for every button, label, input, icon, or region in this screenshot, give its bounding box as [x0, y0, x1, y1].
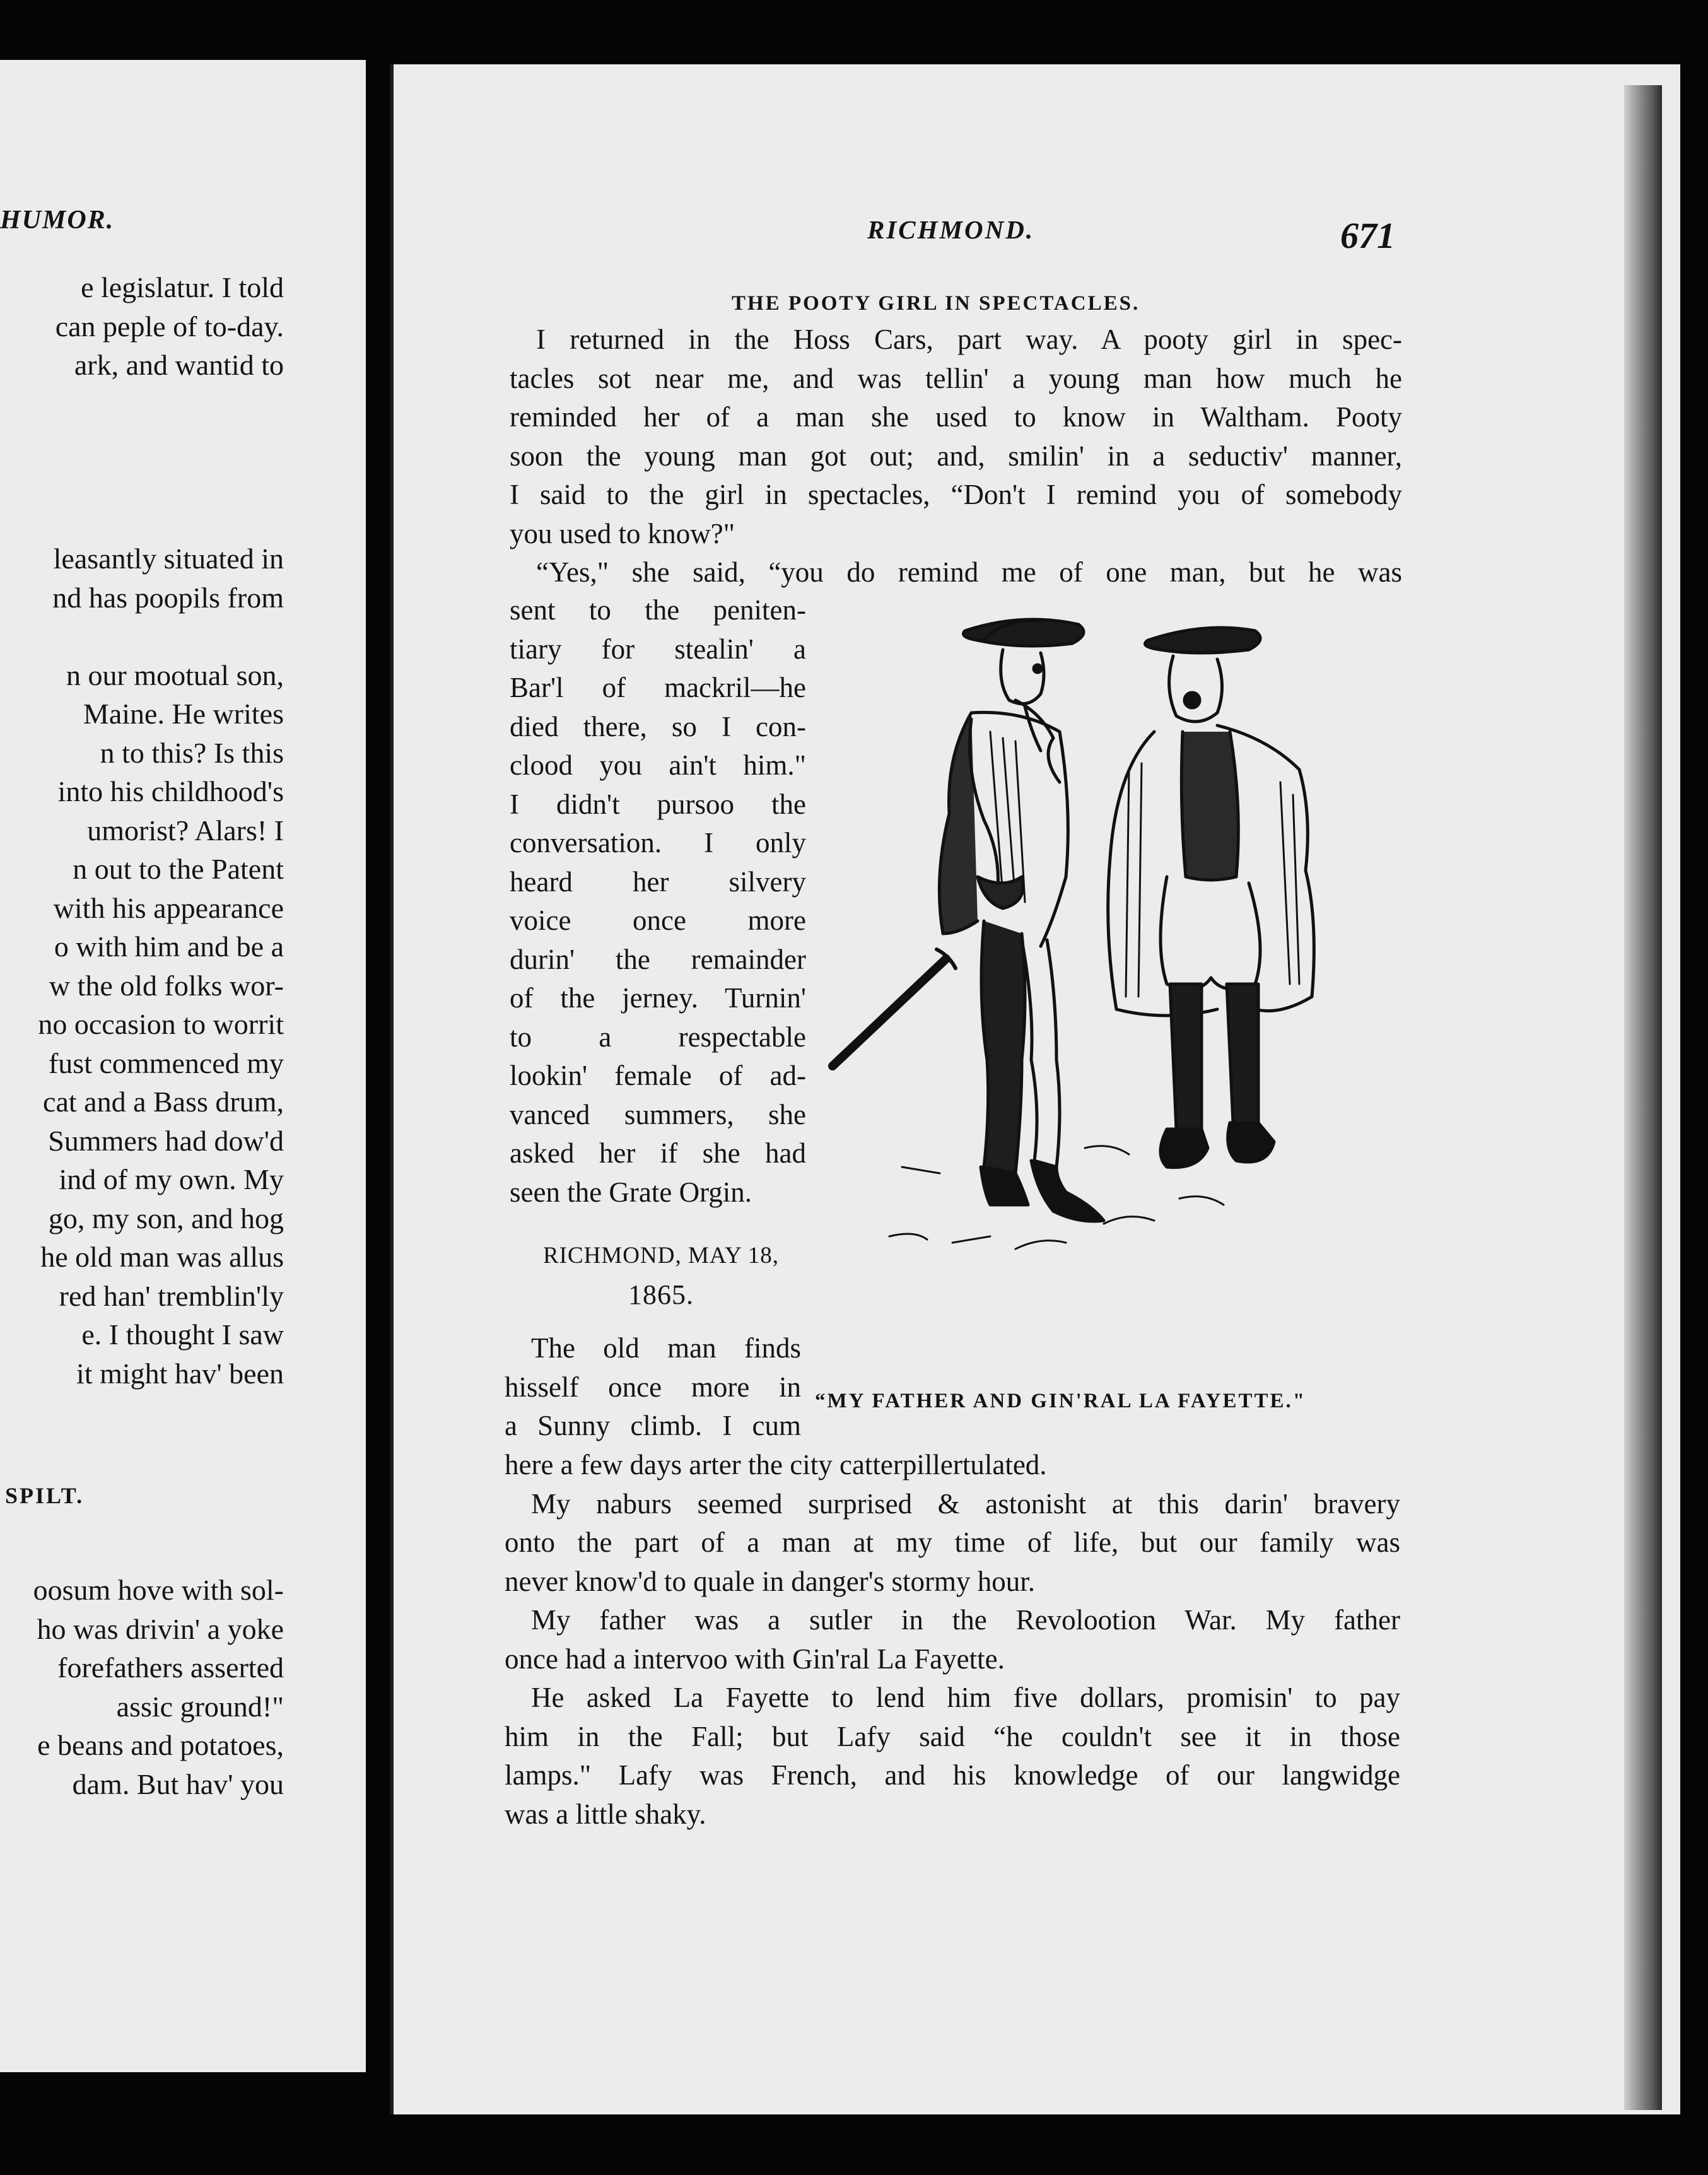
dateline [522, 1236, 800, 1315]
text-line: ind of my own. My [59, 1163, 284, 1195]
text-line: oosum hove with sol- [33, 1574, 284, 1606]
text-line: it might hav' been [76, 1357, 284, 1390]
text-line: tiary for stealin' a [510, 633, 806, 665]
text-line: red han' tremblin'ly [59, 1279, 284, 1312]
text-line: e beans and potatoes, [37, 1729, 284, 1761]
paragraph-narrow [510, 591, 806, 1212]
section-title: THE POOTY GIRL IN SPECTACLES. [732, 292, 1140, 315]
text-line: lamps." Lafy was French, and his knowledge of our langwidge [505, 1759, 1400, 1791]
text-line: you used to know?" [510, 517, 735, 549]
text-line: he old man was allus [40, 1241, 284, 1273]
text-line: w the old folks wor- [49, 969, 284, 1002]
paragraph-narrow-2 [505, 1329, 801, 1446]
dateline-place: RICHMOND, MAY 18, [542, 1243, 780, 1269]
text-line: sent to the peniten- [510, 594, 806, 626]
text-line: ho was drivin' a yoke [37, 1612, 284, 1645]
text-line: never know'd to quale in danger's stormy hour. [505, 1565, 1036, 1597]
dateline-year: 1865. [628, 1279, 694, 1310]
left-text-top [0, 268, 284, 385]
text-line: died there, so I con- [510, 710, 806, 742]
text-line: voice once more [510, 905, 806, 936]
text-line: fust commenced my [48, 1046, 284, 1079]
page-edge [1624, 85, 1662, 2110]
text-line: reminded her of a man she used to know in Waltham. Pooty [510, 401, 1402, 433]
text-line: of the jerney. Turnin' [510, 982, 806, 1014]
text-line: conversation. I only [510, 827, 806, 859]
text-line: e legislatur. I told [81, 271, 284, 303]
text-line: seen the Grate Orgin. [510, 1176, 752, 1208]
left-section-fragment: SPILT. [5, 1483, 85, 1508]
text-line: “Yes," she said, “you do remind me of one man, but he was [536, 556, 1402, 588]
text-line: umorist? Alars! I [87, 814, 284, 847]
text-line: soon the young man got out; and, smilin' in a seductiv' manner, [510, 440, 1402, 472]
text-line: asked her if she had [510, 1137, 806, 1169]
illustration-caption: “MY FATHER AND GIN'RAL LA FAYETTE." [815, 1390, 1307, 1412]
text-line: a Sunny climb. I cum [505, 1410, 801, 1441]
running-head: RICHMOND. [867, 215, 1035, 244]
text-line: I said to the girl in spectacles, “Don't I remind you of somebody [510, 479, 1402, 510]
text-line: n our mootual son, [66, 659, 284, 691]
left-text-middle [0, 539, 284, 1393]
text-line: leasantly situated in [53, 542, 284, 575]
text-line: him in the Fall; but Lafy said “he couldn't see it in those [505, 1720, 1400, 1752]
text-line: here a few days arter the city catterpillertulated. [505, 1449, 1047, 1480]
text-line: onto the part of a man at my time of life, but our family was [505, 1527, 1400, 1558]
text-line: clood you ain't him." [510, 749, 806, 781]
text-line: can peple of to-day. [55, 310, 284, 343]
text-line: heard her silvery [510, 865, 806, 898]
left-page [0, 60, 366, 2072]
text-line: tacles sot near me, and was tellin' a young man how much he [510, 362, 1402, 394]
text-line: was a little shaky. [505, 1798, 706, 1830]
text-line: e. I thought I saw [81, 1318, 284, 1351]
text-line: dam. But hav' you [72, 1768, 284, 1800]
text-line: with his appearance [53, 891, 284, 924]
text-line: o with him and be a [54, 930, 284, 963]
text-line: n to this? Is this [100, 736, 284, 769]
text-line: n out to the Patent [73, 853, 284, 885]
paragraph-closing [505, 1446, 1400, 1834]
text-line: durin' the remainder [510, 943, 806, 975]
left-text-bottom [0, 1571, 284, 1803]
left-running-head: HUMOR. [0, 206, 115, 235]
text-line: lookin' female of ad- [510, 1060, 806, 1091]
text-line: assic ground!" [116, 1690, 284, 1723]
text-line: nd has poopils from [52, 581, 284, 614]
text-line: forefathers asserted [57, 1651, 284, 1684]
text-line: Bar'l of mackril—he [510, 672, 806, 703]
text-line: ark, and wantid to [74, 349, 284, 381]
text-line: He asked La Fayette to lend him five dollars, promisin' to pay [531, 1682, 1400, 1713]
text-line: The old man finds [531, 1332, 801, 1364]
text-line: Summers had dow'd [48, 1124, 284, 1157]
text-line: My father was a sutler in the Revolootion War. My father [531, 1604, 1400, 1636]
text-line: once had a intervoo with Gin'ral La Fayette. [505, 1643, 1005, 1675]
text-line: My naburs seemed surprised & astonisht at this darin' bravery [531, 1487, 1400, 1520]
text-line: I didn't pursoo the [510, 788, 806, 820]
text-line: I returned in the Hoss Cars, part way. A pooty girl in spec- [536, 324, 1402, 355]
page-number: 671 [1340, 215, 1395, 256]
text-line: to a respectable [510, 1021, 806, 1053]
text-line: vanced summers, she [510, 1098, 806, 1130]
illustration-two-men [814, 606, 1403, 1381]
text-line: go, my son, and hog [48, 1202, 284, 1234]
text-line [0, 617, 284, 656]
text-line: hisself once more in [505, 1371, 801, 1403]
text-line: Maine. He writes [83, 698, 284, 730]
text-line: cat and a Bass drum, [43, 1086, 284, 1118]
text-line: no occasion to worrit [38, 1008, 284, 1040]
text-line: into his childhood's [57, 775, 284, 807]
paragraph-opening [510, 320, 1402, 592]
